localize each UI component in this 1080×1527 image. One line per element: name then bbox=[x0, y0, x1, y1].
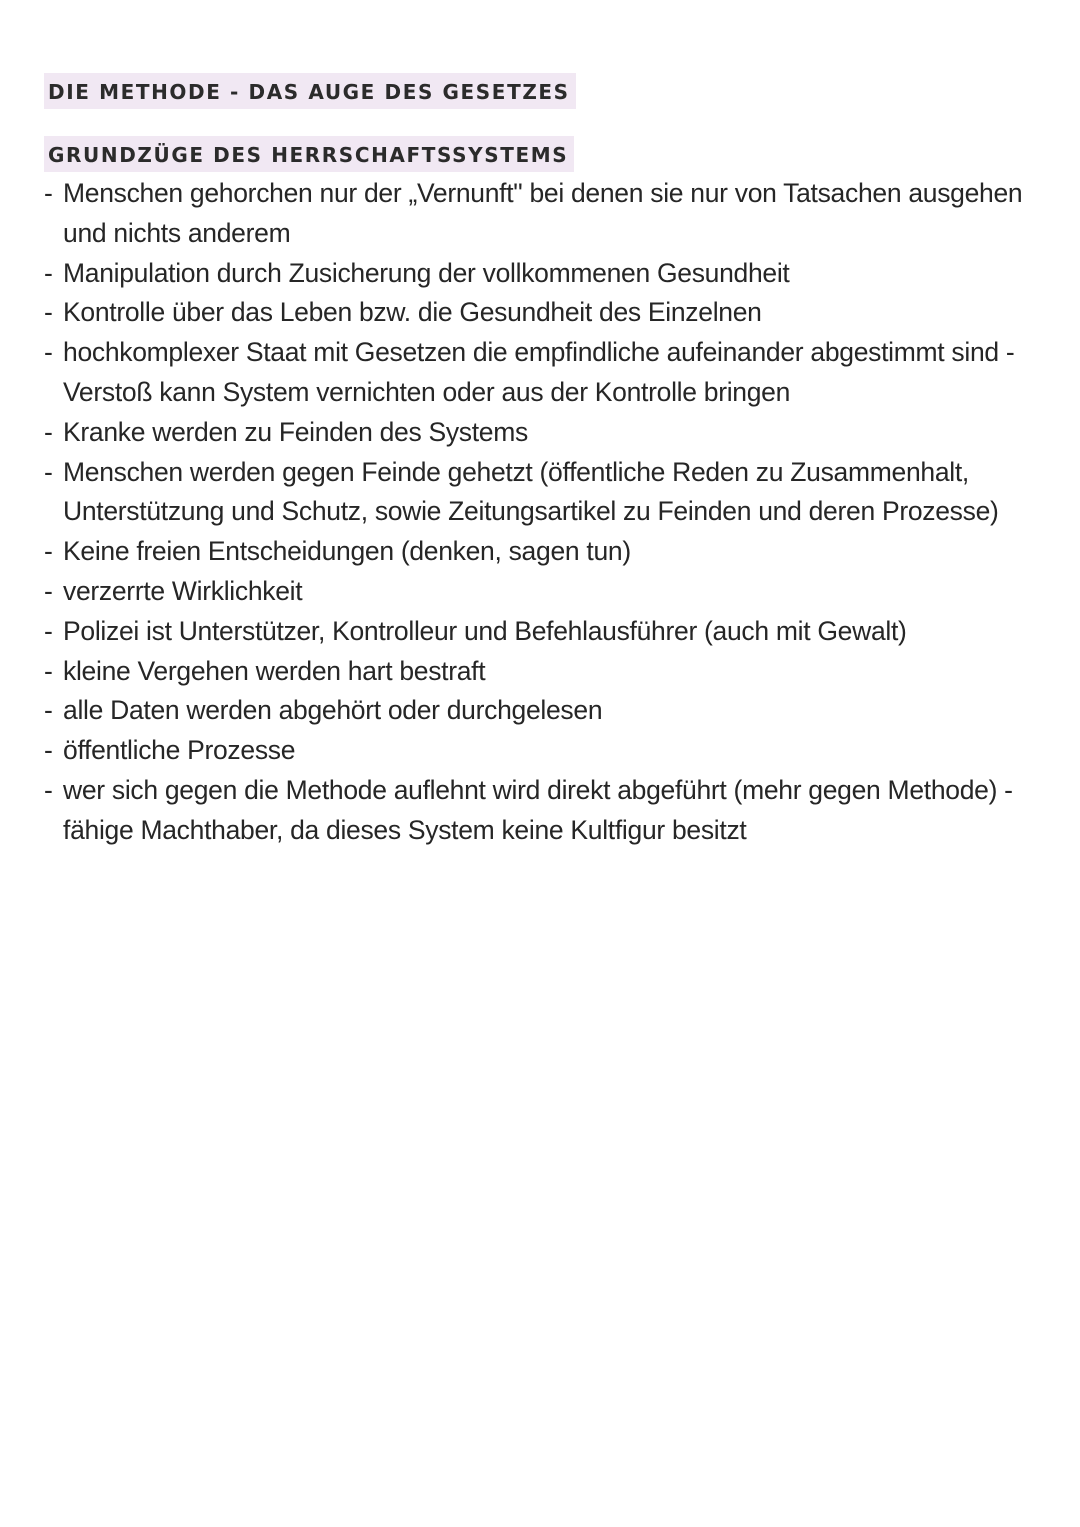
list-item bbox=[44, 652, 1034, 692]
bullet-dash: - bbox=[44, 575, 53, 606]
list-item bbox=[44, 174, 1034, 254]
bullet-dash: - bbox=[44, 774, 53, 805]
list-item-text: Manipulation durch Zusicherung der vollkommenen Gesundheit bbox=[63, 257, 790, 288]
list-item bbox=[44, 453, 1034, 533]
page-title: DIE METHODE - DAS AUGE DES GESETZES bbox=[44, 73, 576, 109]
list-item-text: Keine freien Entscheidungen (denken, sagen tun) bbox=[63, 536, 631, 567]
bullet-dash: - bbox=[44, 615, 53, 646]
list-item bbox=[44, 333, 1034, 413]
bullet-dash: - bbox=[44, 695, 53, 726]
list-item bbox=[44, 413, 1034, 453]
list-item-text: alle Daten werden abgehört oder durchgelesen bbox=[63, 695, 603, 726]
list-item-text: Polizei ist Unterstützer, Kontrolleur und Befehlausführer (auch mit Gewalt) bbox=[63, 615, 907, 646]
list-item bbox=[44, 572, 1034, 612]
list-item-text: hochkomplexer Staat mit Gesetzen die empfindliche aufeinander abgestimmt sind - Verstoß kann System vernichten oder aus der Kontrolle bringen bbox=[63, 337, 1015, 407]
bullet-dash: - bbox=[44, 735, 53, 766]
list-item bbox=[44, 254, 1034, 294]
bullet-dash: - bbox=[44, 337, 53, 368]
bullet-dash: - bbox=[44, 257, 53, 288]
list-item bbox=[44, 612, 1034, 652]
list-item bbox=[44, 691, 1034, 731]
bullet-dash: - bbox=[44, 416, 53, 447]
bullet-dash: - bbox=[44, 456, 53, 487]
list-item bbox=[44, 771, 1034, 851]
bullet-dash: - bbox=[44, 297, 53, 328]
list-item-text: öffentliche Prozesse bbox=[63, 735, 296, 766]
list-item-text: verzerrte Wirklichkeit bbox=[63, 575, 303, 606]
section-heading: GRUNDZÜGE DES HERRSCHAFTSSYSTEMS bbox=[44, 136, 574, 172]
list-item-text: wer sich gegen die Methode auflehnt wird direkt abgeführt (mehr gegen Methode) - fähige Machthaber, da dieses System keine Kultfigur besitzt bbox=[63, 774, 1013, 845]
list-item-text: Kontrolle über das Leben bzw. die Gesundheit des Einzelnen bbox=[63, 297, 762, 328]
list-item bbox=[44, 532, 1034, 572]
bullet-dash: - bbox=[44, 655, 53, 686]
list-item-text: Menschen werden gegen Feinde gehetzt (öffentliche Reden zu Zusammenhalt, Unterstützung und Schutz, sowie Zeitungsartikel zu Feinden und deren Prozesse) bbox=[63, 456, 999, 527]
list-item bbox=[44, 293, 1034, 333]
list-item-text: Menschen gehorchen nur der „Vernunft" bei denen sie nur von Tatsachen ausgehen und nichts anderem bbox=[63, 178, 1023, 248]
bullet-dash: - bbox=[44, 178, 53, 208]
list-item-text: Kranke werden zu Feinden des Systems bbox=[63, 416, 528, 447]
list-item bbox=[44, 731, 1034, 771]
bullet-list bbox=[44, 174, 1034, 851]
bullet-dash: - bbox=[44, 536, 53, 567]
list-item-text: kleine Vergehen werden hart bestraft bbox=[63, 655, 486, 686]
